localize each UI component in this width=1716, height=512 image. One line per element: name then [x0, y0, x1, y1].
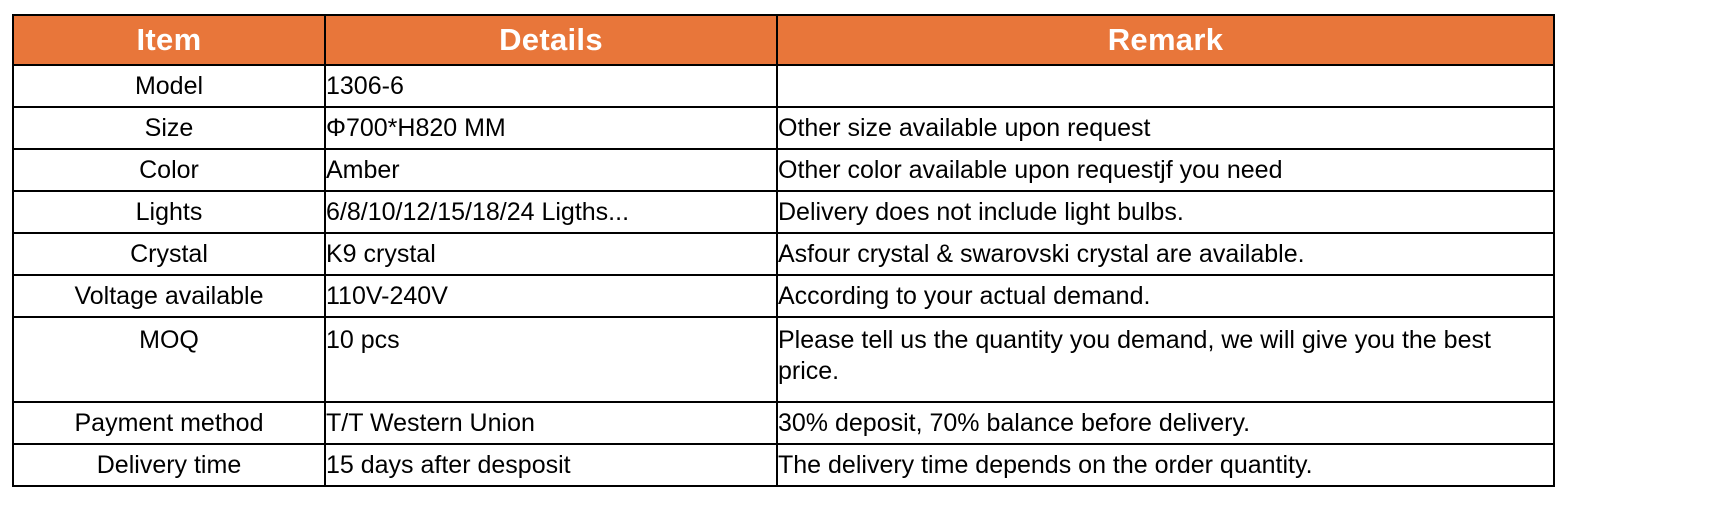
cell-item: Size: [13, 107, 325, 149]
table-row: [13, 444, 1554, 486]
cell-remark: 30% deposit, 70% balance before delivery.: [777, 402, 1554, 444]
cell-remark: Please tell us the quantity you demand, we will give you the best price.: [777, 317, 1554, 402]
cell-details: 1306-6: [325, 65, 777, 107]
cell-details: 110V-240V: [325, 275, 777, 317]
cell-item: Delivery time: [13, 444, 325, 486]
cell-item: Voltage available: [13, 275, 325, 317]
cell-remark: [777, 65, 1554, 107]
cell-remark: According to your actual demand.: [777, 275, 1554, 317]
table-row: [13, 233, 1554, 275]
cell-details: 15 days after desposit: [325, 444, 777, 486]
table-row: [13, 402, 1554, 444]
cell-details: 6/8/10/12/15/18/24 Ligths...: [325, 191, 777, 233]
cell-details: Φ700*H820 MM: [325, 107, 777, 149]
cell-remark: Other color available upon requestjf you need: [777, 149, 1554, 191]
table-row: [13, 275, 1554, 317]
table-row: [13, 317, 1554, 402]
cell-item: Lights: [13, 191, 325, 233]
cell-details: T/T Western Union: [325, 402, 777, 444]
table-row: [13, 107, 1554, 149]
cell-item: MOQ: [13, 317, 325, 402]
cell-remark: The delivery time depends on the order quantity.: [777, 444, 1554, 486]
table-row: [13, 65, 1554, 107]
cell-details: K9 crystal: [325, 233, 777, 275]
column-header-remark: Remark: [777, 15, 1554, 65]
column-header-details: Details: [325, 15, 777, 65]
cell-item: Color: [13, 149, 325, 191]
table-header: [13, 15, 1554, 65]
cell-item: Payment method: [13, 402, 325, 444]
spec-sheet: [12, 14, 1704, 487]
cell-item: Model: [13, 65, 325, 107]
cell-remark: Other size available upon request: [777, 107, 1554, 149]
column-header-item: Item: [13, 15, 325, 65]
cell-item: Crystal: [13, 233, 325, 275]
table-row: [13, 149, 1554, 191]
cell-details: Amber: [325, 149, 777, 191]
cell-remark: Delivery does not include light bulbs.: [777, 191, 1554, 233]
header-row: [13, 15, 1554, 65]
cell-remark: Asfour crystal & swarovski crystal are available.: [777, 233, 1554, 275]
cell-details: 10 pcs: [325, 317, 777, 402]
table-body: [13, 65, 1554, 486]
table-row: [13, 191, 1554, 233]
specification-table: [12, 14, 1555, 487]
